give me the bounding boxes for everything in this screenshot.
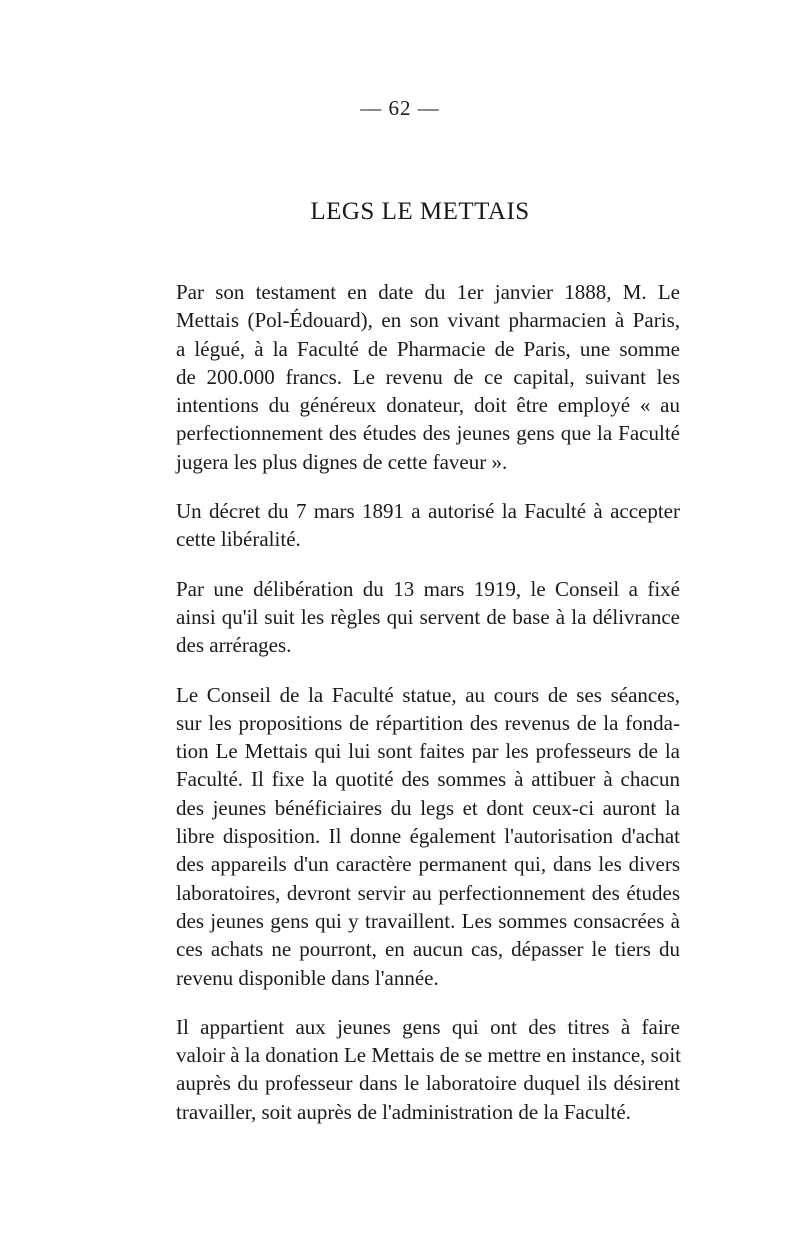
text-line: valoir à la donation Le Mettais de se mettre en instance, soit [176,1043,682,1068]
text-line: auprès du professeur dans le laboratoire duquel ils désirent [176,1071,680,1096]
paragraph-4 [168,681,680,992]
text-line: Faculté. Il fixe la quotité des sommes à attibuer à chacun [176,767,680,792]
text-line: ainsi qu'il suit les règles qui servent de base à la délivrance [176,604,680,629]
text-line: laboratoires, devront servir au perfectionnement des études [176,880,680,905]
text-line: des appareils d'un caractère permanent qui, dans les divers [176,852,680,877]
text-line: intentions du généreux donateur, doit être employé « au [176,393,680,418]
text-line: des jeunes bénéficiaires du legs et dont ceux-ci auront la [176,795,680,820]
text-line: libre disposition. Il donne également l'autorisation d'achat [176,824,680,849]
text-line: a légué, à la Faculté de Pharmacie de Paris, une somme [176,336,680,361]
text-line: Par son testament en date du 1er janvier 1888, M. Le [176,280,680,304]
paragraph-2 [168,497,680,554]
paragraph-5 [168,1013,680,1126]
text-line: Par une délibération du 13 mars 1919, le Conseil a fixé [176,576,680,601]
text-line: jugera les plus dignes de cette faveur ». [176,449,508,474]
paragraph-3 [168,575,680,660]
text-line: revenu disponible dans l'année. [176,965,439,990]
text-line: Un décret du 7 mars 1891 a autorisé la Faculté à accepter [176,499,680,524]
text-line: ces achats ne pourront, en aucun cas, dépasser le tiers du [176,937,680,962]
text-line: sur les propositions de répartition des revenus de la fonda- [176,710,680,735]
text-line: de 200.000 francs. Le revenu de ce capital, suivant les [176,364,680,389]
text-line: tion Le Mettais qui lui sont faites par les professeurs de la [176,739,680,764]
body-text [168,278,680,1147]
text-line: Le Conseil de la Faculté statue, au cours de ses séances, [176,682,680,707]
text-line: des arrérages. [176,633,292,658]
text-line: perfectionnement des études des jeunes gens que la Faculté [176,421,680,446]
text-line: cette libéralité. [176,527,301,552]
text-line: Mettais (Pol-Édouard), en son vivant pharmacien à Paris, [176,308,680,333]
text-line: travailler, soit auprès de l'administration de la Faculté. [176,1099,631,1124]
text-line: des jeunes gens qui y travaillent. Les sommes consacrées à [176,908,680,933]
text-line: Il appartient aux jeunes gens qui ont des titres à faire [176,1014,680,1039]
page-number: — 62 — [360,96,440,120]
paragraph-1 [168,278,680,476]
page-title: LEGS LE METTAIS [310,198,530,225]
